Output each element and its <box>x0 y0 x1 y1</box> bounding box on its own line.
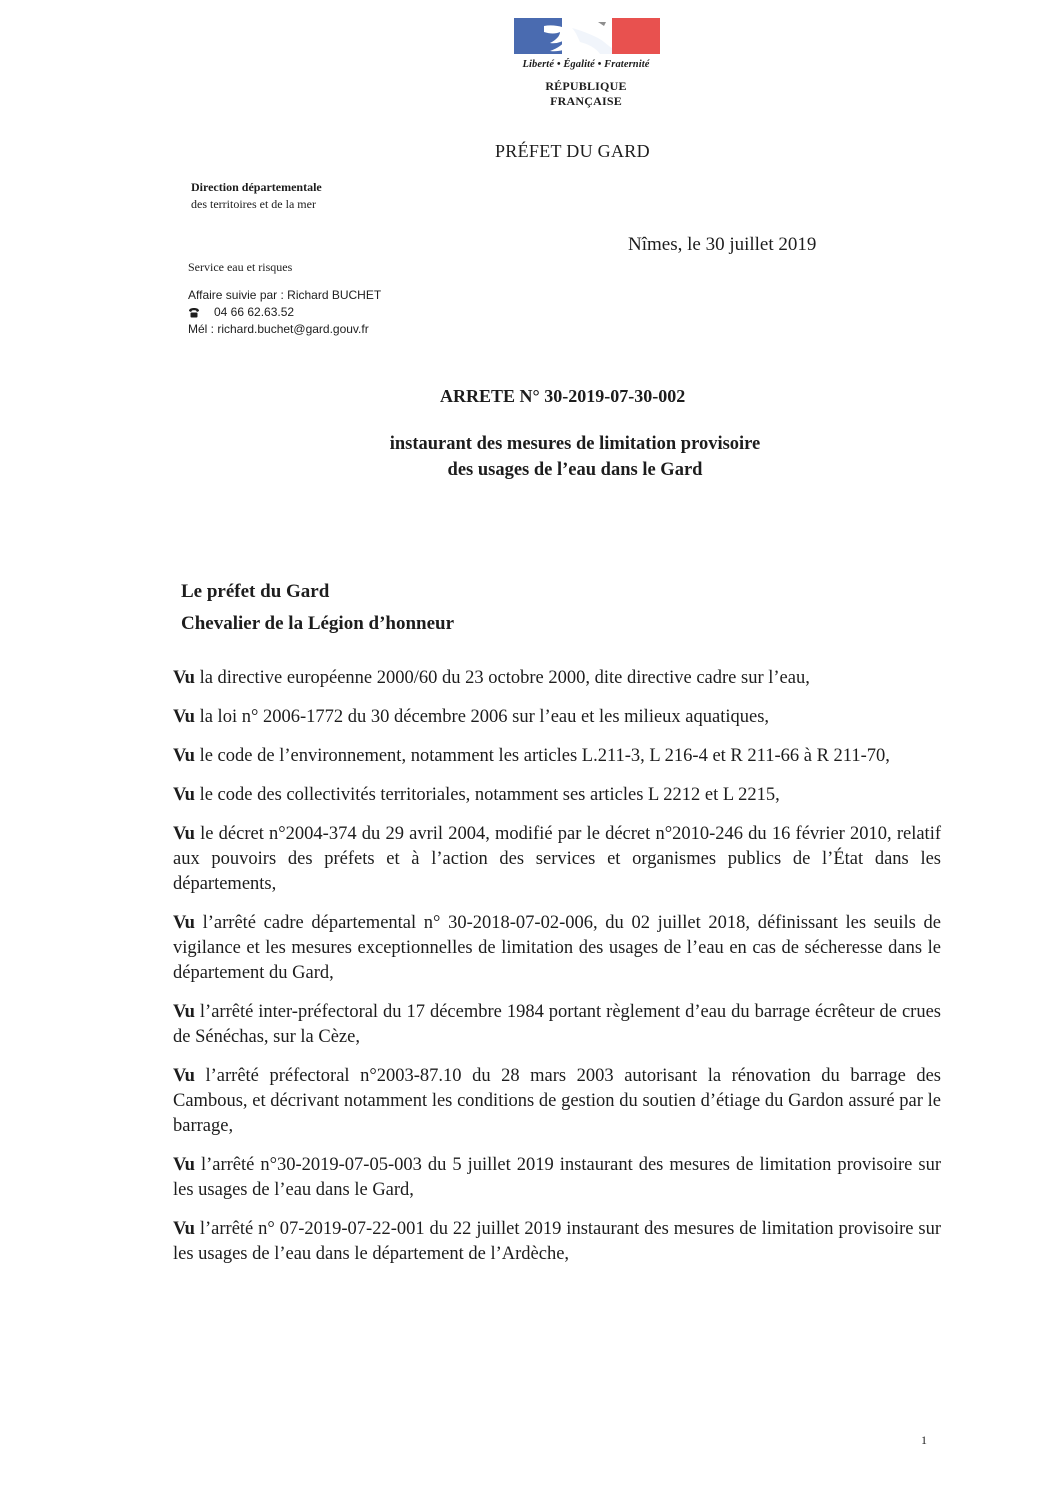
phone-line <box>188 304 381 321</box>
visa-item: Vu l’arrêté préfectoral n°2003-87.10 du 28 mars 2003 autorisant la rénovation du barrage des Cambous, et décrivant notamment les conditions de gestion du soutien d’étiage du Gardon assuré par le barrage, <box>173 1066 941 1136</box>
arrete-subtitle <box>320 431 830 483</box>
arrete-subtitle-line-2: des usages de l’eau dans le Gard <box>447 460 703 480</box>
visa-list <box>173 666 941 1281</box>
email-line: Mél : richard.buchet@gard.gouv.fr <box>188 322 369 336</box>
document-date: Nîmes, le 30 juillet 2019 <box>628 234 817 255</box>
arrete-number: ARRETE N° 30-2019-07-30-002 <box>440 386 686 406</box>
contact-block <box>188 287 381 338</box>
visa-item: Vu l’arrêté n°30-2019-07-05-003 du 5 juillet 2019 instaurant des mesures de limitation provisoire sur les usages de l’eau dans le Gard, <box>173 1155 941 1200</box>
visa-item: Vu la directive européenne 2000/60 du 23 octobre 2000, dite directive cadre sur l’eau, <box>173 668 810 688</box>
visa-item: Vu le décret n°2004-374 du 29 avril 2004, modifié par le décret n°2010-246 du 16 février 2010, relatif aux pouvoirs des préfets et à l’action des services et organismes publics de l’État dans les départements, <box>173 824 941 894</box>
prefecture-title: PRÉFET DU GARD <box>495 141 650 161</box>
visa-item: Vu le code de l’environnement, notamment les articles L.211-3, L 216-4 et R 211-66 à R 211-70, <box>173 746 890 766</box>
service-name: Service eau et risques <box>188 260 293 274</box>
visa-item: Vu la loi n° 2006-1772 du 30 décembre 2006 sur l’eau et les milieux aquatiques, <box>173 707 770 727</box>
prefet-line-1: Le préfet du Gard <box>181 581 330 602</box>
visa-item: Vu le code des collectivités territoriales, notamment ses articles L 2212 et L 2215, <box>173 785 780 805</box>
visa-item: Vu l’arrêté cadre départemental n° 30-2018-07-02-006, du 02 juillet 2018, définissant les seuils de vigilance et les mesures exceptionnelles de limitation des usages de l’eau en cas de sécheresse dans le département du Gard, <box>173 913 941 983</box>
republic-motto: Liberté • Égalité • Fraternité <box>522 59 650 70</box>
marianne-logo <box>514 18 660 54</box>
direction-line-1: Direction départementale <box>191 180 322 194</box>
prefet-line-2: Chevalier de la Légion d’honneur <box>181 613 455 634</box>
page-number: 1 <box>921 1433 927 1447</box>
arrete-subtitle-line-1: instaurant des mesures de limitation provisoire <box>389 434 761 454</box>
visa-item: Vu l’arrêté n° 07-2019-07-22-001 du 22 juillet 2019 instaurant des mesures de limitation provisoire sur les usages de l’eau dans le département de l’Ardèche, <box>173 1219 941 1264</box>
direction-line-2: des territoires et de la mer <box>191 197 316 211</box>
sender-direction <box>191 179 322 213</box>
affaire-line: Affaire suivie par : Richard BUCHET <box>188 288 382 302</box>
visa-item: Vu l’arrêté inter-préfectoral du 17 décembre 1984 portant règlement d’eau du barrage écrêteur de crues de Sénéchas, sur la Cèze, <box>173 1002 941 1047</box>
republic-name: RÉPUBLIQUE FRANÇAISE <box>545 79 627 108</box>
phone-icon <box>188 308 200 318</box>
phone-number: 04 66 62.63.52 <box>214 305 295 319</box>
prefet-signatory <box>181 576 454 640</box>
